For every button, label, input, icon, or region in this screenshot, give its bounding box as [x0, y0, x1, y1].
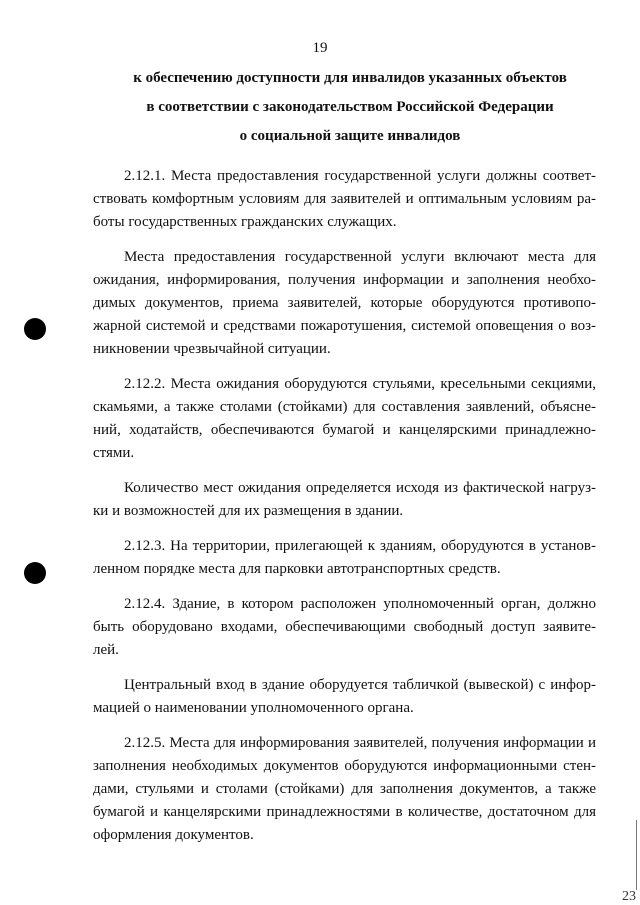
- heading-line: к обеспечению доступности для инвалидов указанных объектов: [133, 70, 567, 86]
- text-line: стями.: [93, 445, 135, 461]
- paragraph-2-12-1: [93, 165, 596, 234]
- paragraph-waiting-count: [93, 477, 596, 523]
- text-line: никновении чрезвычайной ситуации.: [93, 341, 331, 357]
- text-line: дами, стульями и столами (стойками) для заполнения документов, а также: [93, 781, 596, 797]
- text-line: скамьями, а также столами (стойками) для составления заявлений, объясне-: [93, 399, 596, 415]
- section-heading: [40, 64, 640, 151]
- punch-hole-mark: [24, 562, 46, 584]
- text-line: оформления документов.: [93, 827, 254, 843]
- text-line: 2.12.2. Места ожидания оборудуются стульями, кресельными секциями,: [124, 376, 596, 392]
- text-line: мацией о наименовании уполномоченного органа.: [93, 700, 414, 716]
- text-line: заполнения необходимых документов оборудуются информационными стен-: [93, 758, 596, 774]
- text-line: 2.12.5. Места для информирования заявителей, получения информации и: [124, 735, 596, 751]
- text-line: димых документов, приема заявителей, которые оборудуются противопо-: [93, 295, 596, 311]
- text-line: ки и возможностей для их размещения в здании.: [93, 503, 404, 519]
- text-line: жарной системой и средствами пожаротушения, системой оповещения о воз-: [93, 318, 596, 334]
- text-line: Места предоставления государственной услуги включают места для: [124, 249, 596, 265]
- text-line: боты государственных гражданских служащих.: [93, 214, 397, 230]
- text-line: ожидания, информирования, получения информации и заполнения необхо-: [93, 272, 596, 288]
- text-line: ний, ходатайств, обеспечиваются бумагой и канцелярскими принадлежно-: [93, 422, 596, 438]
- scan-edge-line: [636, 820, 637, 890]
- text-line: Количество мест ожидания определяется исходя из фактической нагруз-: [124, 480, 596, 496]
- text-line: бумагой и канцелярскими принадлежностями в количестве, достаточном для: [93, 804, 596, 820]
- paragraph-2-12-5: [93, 732, 596, 847]
- document-body: [93, 165, 596, 847]
- text-line: 2.12.3. На территории, прилегающей к зданиям, оборудуются в установ-: [124, 538, 596, 554]
- paragraph-2-12-2: [93, 373, 596, 465]
- paragraph-central-entrance: [93, 674, 596, 720]
- heading-line: о социальной защите инвалидов: [239, 128, 461, 144]
- punch-hole-mark: [24, 318, 46, 340]
- text-line: лей.: [93, 642, 119, 658]
- text-line: 2.12.4. Здание, в котором расположен уполномоченный орган, должно: [124, 596, 596, 612]
- text-line: Центральный вход в здание оборудуется табличкой (вывеской) с инфор-: [124, 677, 596, 693]
- text-line: быть оборудовано входами, обеспечивающими свободный доступ заявите-: [93, 619, 596, 635]
- paragraph-2-12-4: [93, 593, 596, 662]
- text-line: ленном порядке места для парковки автотранспортных средств.: [93, 561, 501, 577]
- page-number: 19: [312, 40, 328, 56]
- heading-line: в соответствии с законодательством Российской Федерации: [146, 99, 554, 115]
- paragraph-2-12-3: [93, 535, 596, 581]
- corner-page-mark: 23: [622, 889, 636, 904]
- paragraph-places-include: [93, 246, 596, 361]
- text-line: ствовать комфортным условиям для заявителей и оптимальным условиям ра-: [93, 191, 596, 207]
- text-line: 2.12.1. Места предоставления государственной услуги должны соответ-: [124, 168, 596, 184]
